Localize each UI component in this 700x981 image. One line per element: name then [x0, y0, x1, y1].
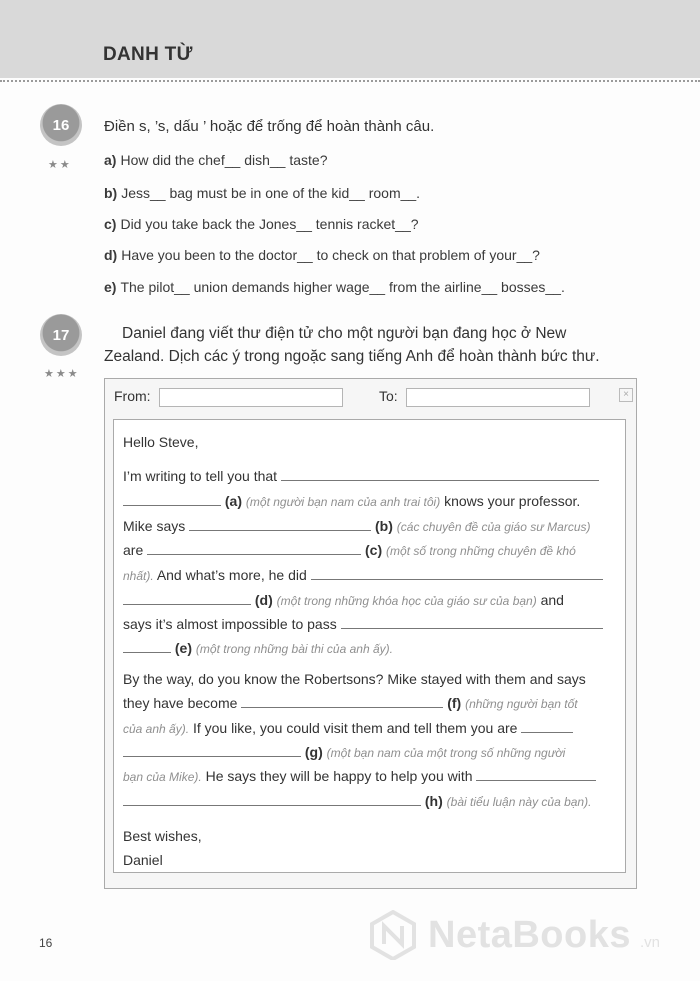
greeting: Hello Steve,: [123, 434, 199, 450]
letter-line-7: says it’s almost impossible to pass: [123, 616, 603, 632]
from-label: From:: [114, 388, 151, 404]
difficulty-stars: ★★: [48, 159, 72, 171]
letter-line-4: are (c) (một số trong những chuyên đề khó: [123, 542, 576, 558]
letter-line-6: (d) (một trong những khóa học của giáo sư của bạn) and: [123, 592, 564, 608]
answer-blank-g[interactable]: [123, 744, 301, 757]
letter-line-13: bạn của Mike). He says they will be happy to help you with: [123, 768, 596, 784]
exercise-16-instruction: Điền s, ’s, dấu ’ hoặc để trống để hoàn thành câu.: [104, 118, 435, 135]
answer-blank[interactable]: [476, 768, 596, 781]
answer-blank[interactable]: [341, 616, 603, 629]
answer-blank-d[interactable]: [123, 592, 251, 605]
exercise-17-instruction: Daniel đang viết thư điện tử cho một người bạn đang học ở New Zealand. Dịch các ý trong ngoặc sang tiếng Anh để hoàn thành bức thư.: [104, 325, 600, 365]
answer-blank-c[interactable]: [147, 542, 361, 555]
letter-line-8: (e) (một trong những bài thi của anh ấy).: [123, 640, 393, 656]
answer-blank-h[interactable]: [123, 793, 421, 806]
watermark-suffix: .vn: [640, 934, 661, 951]
letter-line-11: của anh ấy). If you like, you could visit them and tell them you are: [123, 720, 573, 736]
letter-line-14: (h) (bài tiểu luận này của bạn).: [123, 793, 591, 809]
question-d: d) Have you been to the doctor__ to check on that problem of your__?: [104, 247, 540, 263]
letter-line-12: (g) (một bạn nam của một trong số những người: [123, 744, 565, 760]
to-label: To:: [379, 388, 398, 404]
letter-line-9: By the way, do you know the Robertsons? Mike stayed with them and says: [123, 671, 586, 687]
closing: Best wishes,: [123, 828, 202, 844]
page-number: 16: [39, 936, 53, 950]
from-field[interactable]: [159, 388, 343, 407]
letter-line-3: Mike says (b) (các chuyên đề của giáo sư Marcus): [123, 518, 591, 534]
answer-blank-e[interactable]: [123, 640, 171, 653]
email-body: [113, 419, 626, 873]
signature: Daniel: [123, 852, 163, 868]
question-c: c) Did you take back the Jones__ tennis racket__?: [104, 216, 419, 232]
answer-blank-a[interactable]: [123, 493, 221, 506]
header-divider: [0, 80, 700, 82]
question-b: b) Jess__ bag must be in one of the kid__ room__.: [104, 185, 421, 201]
answer-blank-f[interactable]: [241, 695, 443, 708]
netabooks-logo-icon: [368, 910, 418, 960]
letter-line-10: they have become (f) (những người bạn tốt: [123, 695, 578, 711]
difficulty-stars: ★★★: [44, 368, 80, 380]
answer-blank[interactable]: [521, 720, 573, 733]
question-a: a) How did the chef__ dish__ taste?: [104, 152, 328, 168]
exercise-17-badge: 17: [40, 314, 82, 356]
exercise-16-badge: 16: [40, 104, 82, 146]
email-window: [104, 378, 637, 889]
to-field[interactable]: [406, 388, 590, 407]
question-e: e) The pilot__ union demands higher wage__ from the airline__ bosses__.: [104, 279, 565, 295]
letter-line-5: nhất). And what’s more, he did: [123, 567, 603, 583]
page-header: [0, 0, 700, 78]
watermark: NetaBooks: [428, 914, 631, 956]
letter-line-1: I’m writing to tell you that: [123, 468, 599, 484]
close-icon[interactable]: ×: [619, 388, 633, 402]
answer-blank-b[interactable]: [189, 518, 371, 531]
page-title: DANH TỪ: [103, 44, 193, 65]
answer-blank[interactable]: [311, 567, 603, 580]
letter-line-2: (a) (một người bạn nam của anh trai tôi) knows your professor.: [123, 493, 580, 509]
answer-blank[interactable]: [281, 468, 599, 481]
